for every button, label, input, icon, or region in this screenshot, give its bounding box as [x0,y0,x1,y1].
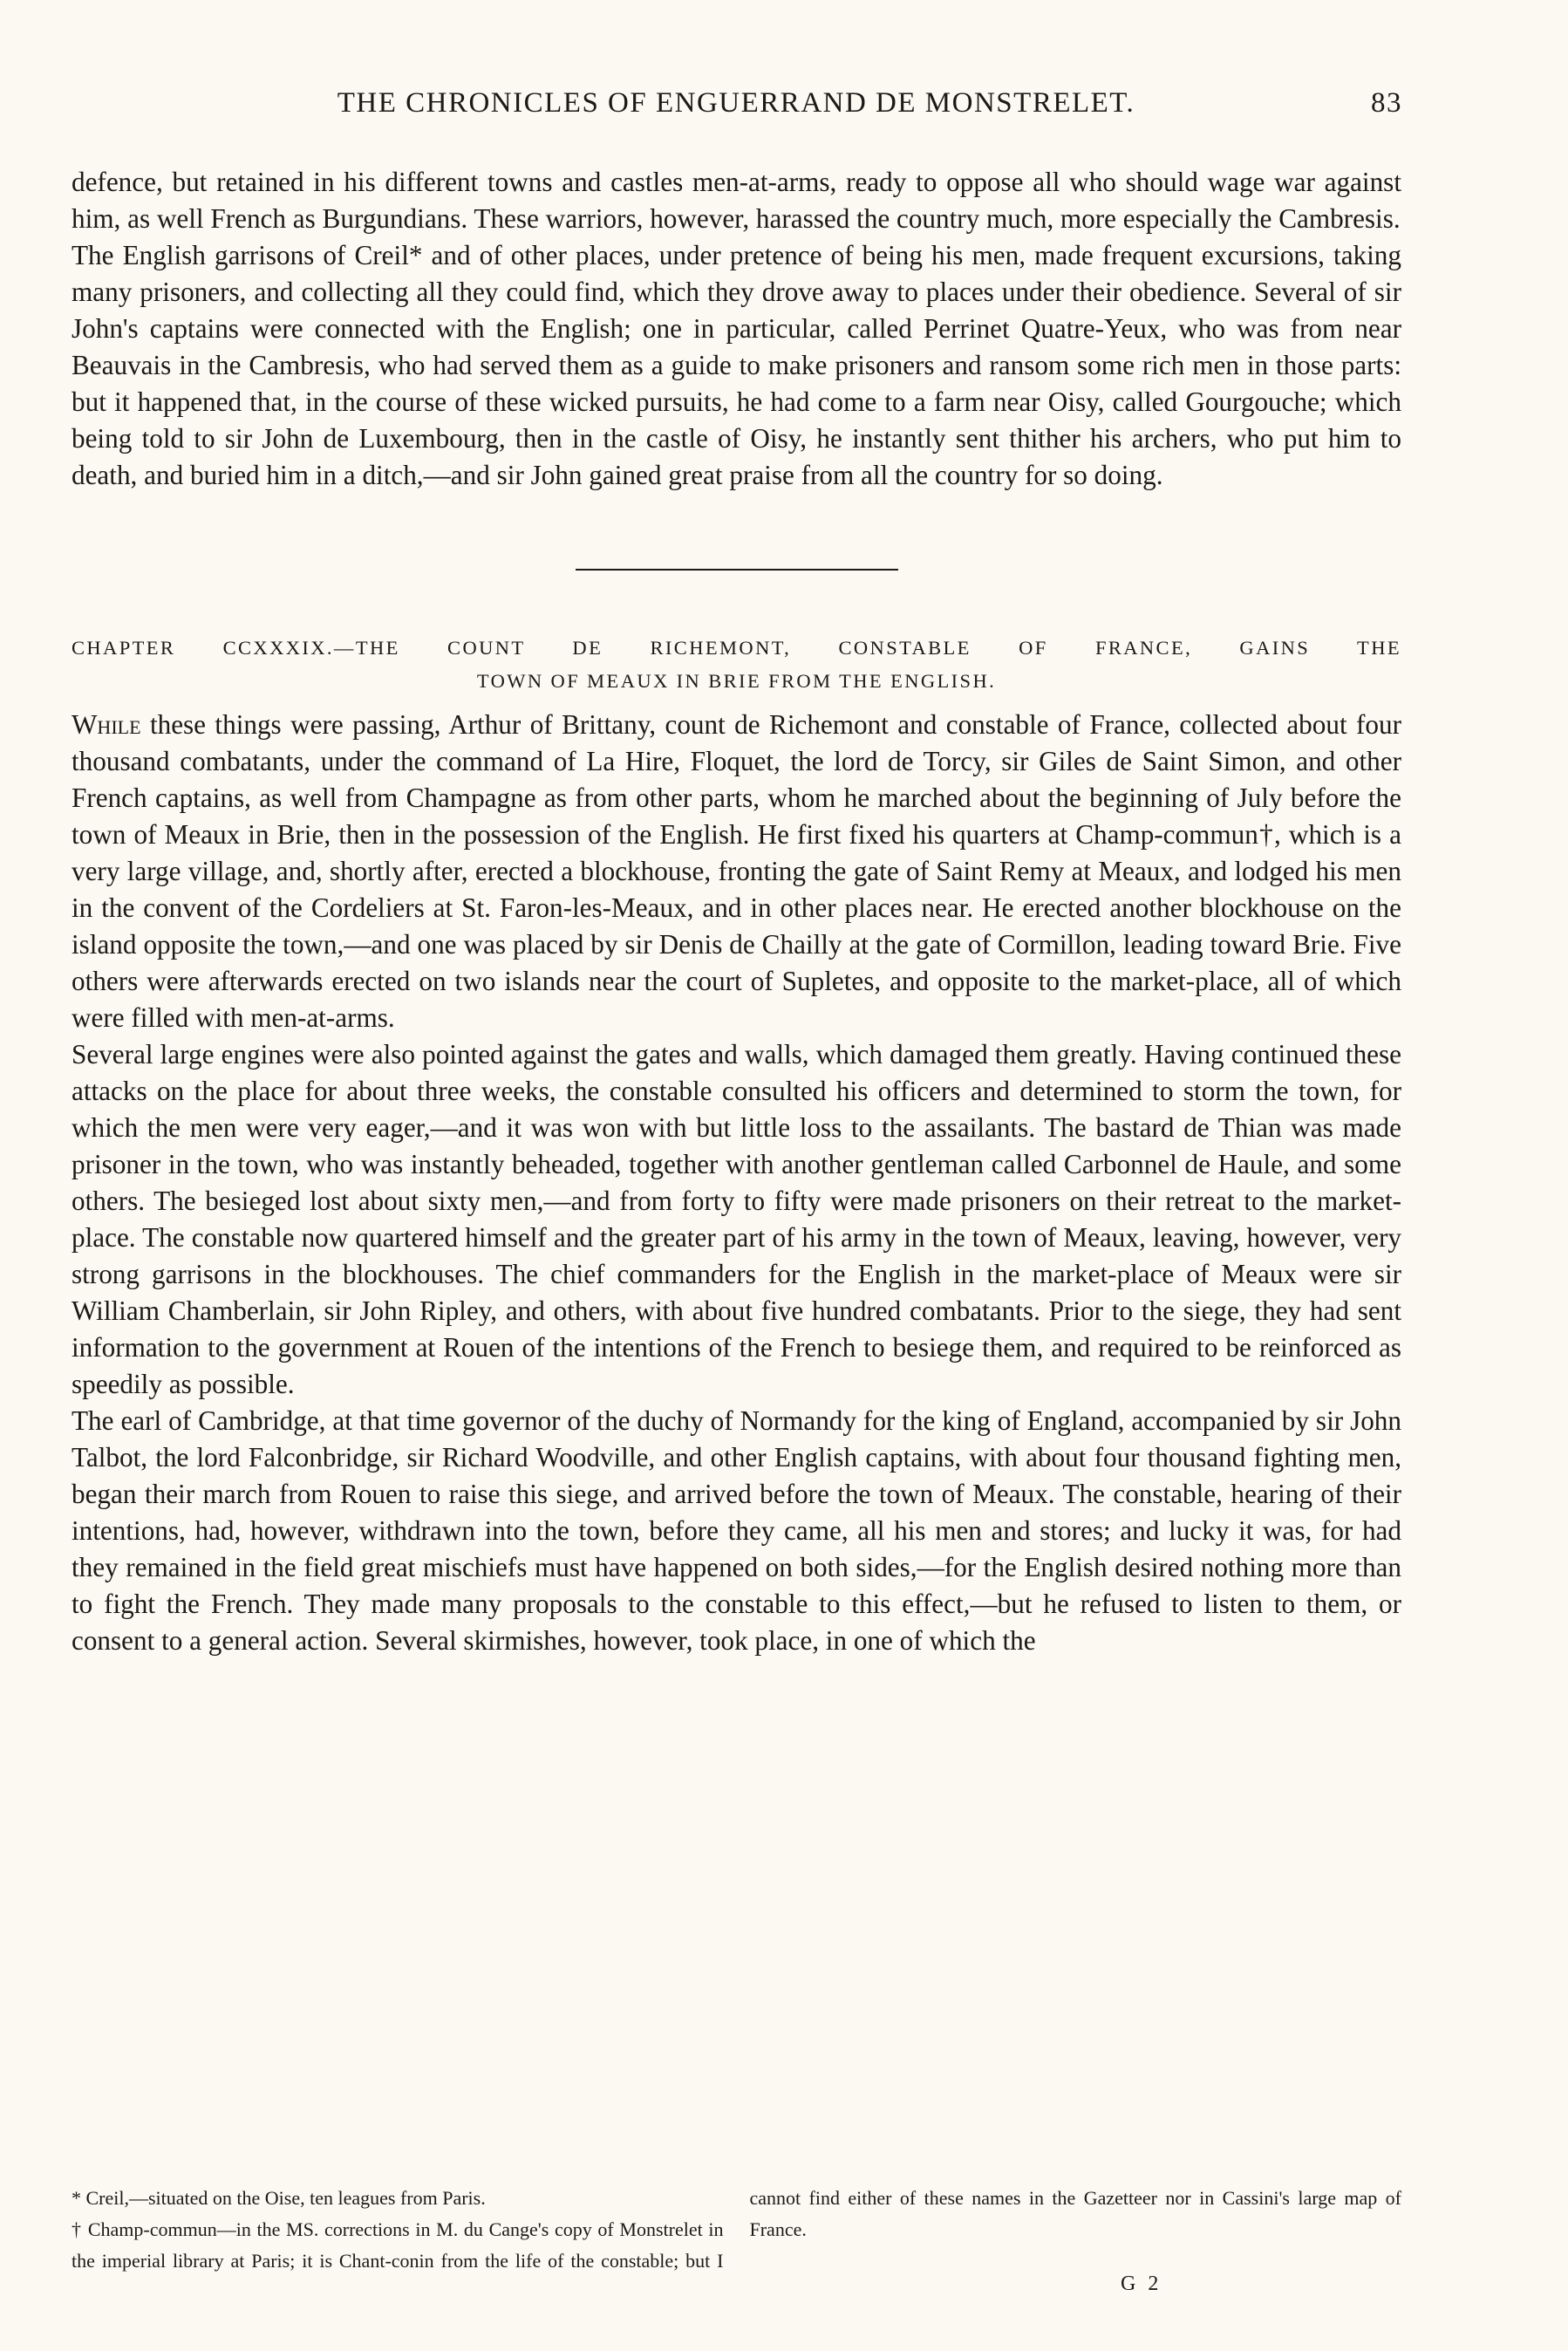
chapter-heading [72,632,1401,698]
opening-word: While [72,709,141,740]
chapter-heading-line-2: TOWN OF MEAUX IN BRIE FROM THE ENGLISH. [476,670,997,692]
paragraph: defence, but retained in his different towns and castles men-at-arms, ready to oppose all who should wage war against him, as well French as Burgundians. These warriors, however, harassed the country much, more especially the Cambresis. [72,167,1401,234]
page-number: 83 [1371,87,1402,119]
paragraph [72,707,1401,1036]
main-text [72,164,1401,1659]
paragraph: The earl of Cambridge, at that time governor of the duchy of Normandy for the king of England, accompanied by sir John Talbot, the lord Falconbridge, sir Richard Woodville, and other English captains, with about four thousand fighting men, began their march from Rouen to raise this siege, and arrived before the town of Meaux. The constable, hearing of their intentions, had, however, withdrawn into the town, before they came, all his men and stores; and lucky it was, for had they remained in the field great mischiefs must have happened on both sides,—for the English desired nothing more than to fight the French. They made many proposals to the constable to this effect,—but he refused to listen to them, or consent to a general action. Several skirmishes, however, took place, in one of which the [72,1405,1401,1656]
paragraph: Several large engines were also pointed against the gates and walls, which damaged them greatly. Having continued these attacks on the place for about three weeks, the constable consulted his officers and determined to storm the town, for which the men were very eager,—and it was won with but little loss to the assailants. The bastard de Thian was made prisoner in the town, who was instantly beheaded, together with another gentleman called Carbonnel de Haule, and some others. The besieged lost about sixty men,—and from forty to fifty were made prisoners on their retreat to the market-place. The constable now quartered himself and the greater part of his army in the town of Meaux, leaving, however, very strong garrisons in the blockhouses. The chief commanders for the English in the market-place of Meaux were sir William Chamberlain, sir John Ripley, and others, with about five hundred combatants. Prior to the siege, they had sent information to the government at Rouen of the intentions of the French to besiege them, and required to be reinforced as speedily as possible. [72,1039,1401,1399]
footnote: * Creil,—situated on the Oise, ten leagues from Paris. [72,2187,486,2209]
paragraph: The English garrisons of Creil* and of other places, under pretence of being his men, made frequent excursions, taking many prisoners, and collecting all they could find, which they drove away to places under their obedience. Several of sir John's captains were connected with the English; one in particular, called Perrinet Quatre-Yeux, who was from near Beauvais in the Cambresis, who had served them as a guide to make prisoners and ransom some rich men in those parts: but it happened that, in the course of these wicked pursuits, he had come to a farm near Oisy, called Gourgouche; which being told to sir John de Luxembourg, then in the castle of Oisy, he instantly sent thither his archers, who put him to death, and buried him in a ditch,—and sir John gained great praise from all the country for so doing. [72,240,1401,490]
running-header [70,87,1402,120]
section-divider [576,569,898,571]
running-title: THE CHRONICLES OF ENGUERRAND DE MONSTRELET. [337,87,1135,119]
signature-mark: G 2 [1121,2272,1162,2295]
footnote: † Champ-commun—in the MS. corrections in M. du Cange's copy of Monstrelet in the imperial library at Paris; it is Chant-conin from the life of the constable; but I cannot find either of these names in the Gazetteer nor in Cassini's large map of France. [72,2187,1401,2272]
paragraph-text: these things were passing, Arthur of Brittany, count de Richemont and constable of France, collected about four thousand combatants, under the command of La Hire, Floquet, the lord de Torcy, sir Giles de Saint Simon, and other French captains, as well from Champagne as from other parts, whom he marched about the beginning of July before the town of Meaux in Brie, then in the possession of the English. He first fixed his quarters at Champ-commun†, which is a very large village, and, shortly after, erected a blockhouse, fronting the gate of Saint Remy at Meaux, and lodged his men in the convent of the Cordeliers at St. Faron-les-Meaux, and in other places near. He erected another blockhouse on the island opposite the town,—and one was placed by sir Denis de Chailly at the gate of Cormillon, leading toward Brie. Five others were afterwards erected on two islands near the court of Supletes, and opposite to the market-place, all of which were filled with men-at-arms. [72,709,1401,1033]
footnotes [72,2183,1401,2277]
chapter-heading-line-1: CHAPTER CCXXXIX.—THE COUNT DE RICHEMONT, CONSTABLE OF FRANCE, GAINS THE [72,637,1401,659]
